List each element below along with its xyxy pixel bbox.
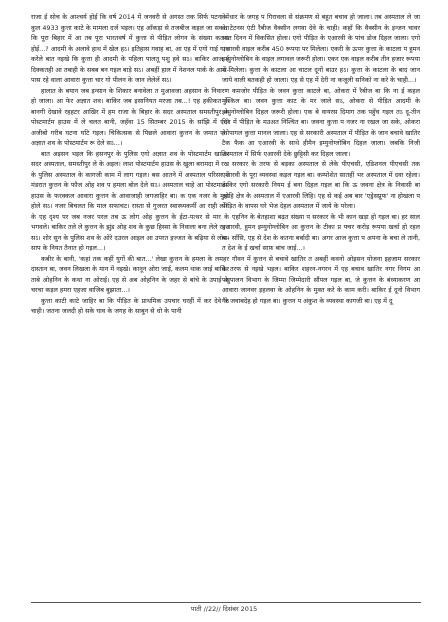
paragraph: के धार के जगह प गिरावला से संक्रमण से बहुत बचाव हो जाला। तब अस्पताल ले जा के टेटनस एंटी रैबीज वैक्सीन लगवा देवे के चाही। कहाँ कि वैक्सीन के इन्जन चावर सात दिनन में विकसित होला। एगो पीड़ित के एआरवी के पांच डोज दिहल जाला। एगो एआरवी वाइल करीब 450 रूपया पर मिलेला। एकरी के ऊपर कुत्ता के काटला प हुमन इम्युनोग्लोबिन के वाइल लगावल जरूरी होला। एकर एक वाइल करीब तीन हजार रूपया में मिलेला। कुत्ता के काटला आ चाटल दूनों बाउर हऽ। कुत्ता के काटला के बाद जान जाये वाली बतकही हो जाला। एह से एह में देरी ना कजूली सनिको ना करे के चाही...। [222, 13, 420, 84]
page-footer: पाती //22// दिसंबर 2015 [190, 605, 258, 613]
paragraph: कबीर के बानी, 'कहां तक कहीं युगों की बात...' लेखा कुत्तन के हमला के लमहर दास्तान बा, जवन लिखला के मान में नइखे। कानून ओरा जाई, कलम थाक जाई बाकिर ताबे ओहनिन के कथा ना ओराई। एह से अब ओहनिन के जहर से बांचे के उपाई के चरचा कइल हमरा एहजा वाजिब बुझाता...। [31, 254, 229, 294]
paragraph: हालात के बयान जब इन्सान के शिकार बनावेला त मुआवजा अहसान के निवारण हो जाला। आ फेर अज्ञात शव। बाकिर जब इसानियत मरजा तब...! एह हकीकत के बानगी देखावे रहहटर आखिर में हम राजा के बिहार के सदर अस्पताल समस्तीपुर के पोस्टमार्टम हाउस में ले चलत बानी, जहँवा 15 सितम्बर 2015 के सांझि में एगो अजीबो गरीब घटना घटि गइल। चिकित्सक से पिछले आवारा कुत्तन के जमात एगो अज्ञात शव के पोस्टमार्टम रू देले सऽ...। [31, 86, 229, 147]
paragraph: सरकार के तरफ से बड़का अस्पताल से लेके पीएचसी, एडिशनल पीएचसी तक एआरवी के पूरा व्यवस्था कइल गइल बा। कम्पोशेत सातहीं भर अस्पताल में दवा रहेला। बाकिर एगो सरकारी नियम ई बना दिहल गइल बा कि ऊ जवना क्षेत्र के निवासी बा ओहि क्षेत्र के अस्पताल में एआरवी लिहि। एह से कई अब बार 'एड्रेसप्रूफ' ना होखला प पीड़ित के वापस घरे भेज देहल अस्पताल में जाये के परेला। [222, 160, 420, 210]
left-column [31, 12, 229, 317]
paragraph: कमजोर पीड़ित के जवन कुत्ता काटले बा, ओकरा में रैबीज बा कि ना ई कहल मुश्किल बा। जवन कुत्ता काट के मर जाले सऽ, ओकरा से पीड़ित आदमी के इम्युनोग्लोबिन दिहल जरूरी होला। एक बे वायरस दिमाग तक पहुँच गइल तऽ दू-तीन दिन में पीड़ित के मउअत निश्चित बा। जवना कुत्ता प नजर ना रखल जा सके, ओकरा के पागल कुत्ता मानल जाला। एह से सरकारी अस्पताल में पीड़ित के जान बचावे खातिर टैक फैक आ एआरवी के साथे हीमैन इम्युनोग्लोबिन दिहल जाला। जबकि निजी अस्पताल में सिर्फ एआरवी देके छुट्टिसी कर दिहल जाला। [222, 86, 420, 158]
footer-divider [31, 602, 421, 603]
paragraph: राजा ई सोच के आश्चर्य होई कि वर्ष 2014 में जनवरी से अगस्त तक सिर्फ पटना में कुल 4933 कुत्ता काटे के मामला दर्ज भइल। एह आँकड़ा से तजबीज कइल जा सकता कि पूरा बिहार में आ तब पूरा भारतवर्ष में कुत्ता से पीड़ित लोगन के संख्या कतना होई...? आदमी के अलावे हाथ में खेल हऽ। इतिहास गवाह बा, आ एह में एगो गाई गाय करेले बात नइखे कि कुत्ता ही आदमी के पहिला पालतू पशु हवे सऽ। बाकिर आज ई दिक्कतही आ तबाही के सबब बन गइल बाड़े सऽ। अबहीं हाल में नेशनल पार्क के आस-पास रहे वाला आवारा कुत्ता चार गो पीलन के जान लेलेलें सऽ। [31, 13, 229, 84]
paragraph: कुत्ता काटी काटे जाहिर बा कि पीड़ित के प्राथमिक उपचार घरहीं में कर देवे के चाही। जतना जलदी हो सके घाव के जगह के साबुन से धो के पानी [31, 296, 229, 315]
right-column [222, 12, 420, 306]
paragraph: गौवन में कुत्तन से बचावे खातिर त अबहीं कवनो ओइसन योजना इहजाम सरकार के तरफ से नइखे भइल। बाकिर शहरन-नगरन में एह बचाव खातिर नगर निगम आ पशुपालन विभाग के जिम्मा जिम्मेदारी सौंपल गइल बा, जे कुत्तन के बंध्याकरण आ आवारा जानवर इहलवा के ओहनिन के मुक्त करे के काम करी। बाकिर ई दूनो विभाग गैर जवाबदेह हो गइल बा। कुत्तन प अंकुश के व्यवस्था कागजी बा। एह में दू [222, 254, 420, 305]
paragraph: बात अइसन भइल कि हसनपुर के पुलिस एगो अज्ञात शव के पोस्टमार्टम खातिर सदर अस्पताल, समस्तीपुर ले के अइल। लाश पोस्टमार्टम हाउस के खुला बरामदा में रख के पुलिस अस्पताल के कागजी काम में लाग गइल। बस आतने में अस्पताल परिसर में मंडरात कुत्तन के फौज ओह शव प हमला बोल देले सऽ। अस्पताल चाहे आ पोस्टमार्टम हाउस के फरक्कल आवारा कुत्तन के आवाजाही जगजाहिर बा। क एक नजर के मुहा होले सऽ। नजर बिचलत कि माल सफाचट। रास्ता से गुजरत स्वास्थ्यकर्मी आ राही लोग के एह दृश्य पर जब नजर परल तब ऊ लोग ओह कुत्तन के ईटा-पत्थर से मार के भगवले। बाकिर तले ले कुत्तन के झुंड ओह शव के कुछ हिस्सा के निवाला बना लेले रहन सऽ। शोर सुन के पुलिस शव के ओरे दउरल आइल आ उपरत इज्जत के बढ़िया से लोप-साप के नियत तैनात हो गइल...। [31, 149, 229, 252]
paragraph: एहनिन के बेतहाशा बढ़त संख्या प सरकार के भी कान खड़ा हो गइल बा। हर साल एआरवी, हुमन इम्युनोग्लोबिन आ कुत्तन के टीका प्र फ्चर करोड़ रूपया खर्चा हो रहल बा। साँसि, एह से देश के कतना बर्बादी बा। अगर आज कुत्ता प अपना के बचा ले तानी, त देश के ई खर्चा साफ़ बांच जाई...। [222, 212, 420, 252]
